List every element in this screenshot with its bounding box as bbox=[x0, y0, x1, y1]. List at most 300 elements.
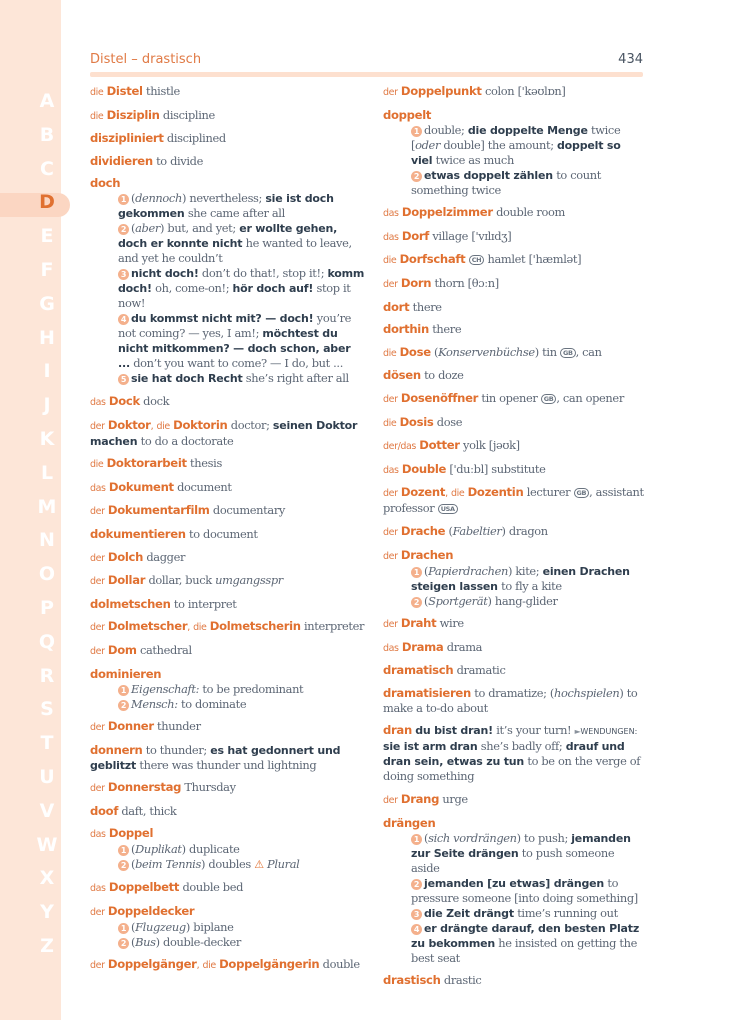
translation: to pressure someone [into doing something] bbox=[411, 875, 638, 905]
entry-draht bbox=[383, 616, 645, 632]
translation: Thursday bbox=[184, 780, 236, 795]
entry-drama bbox=[383, 640, 645, 656]
translation: thunder bbox=[157, 719, 201, 734]
headword: Doktorarbeit bbox=[106, 456, 187, 471]
translation: it’s your turn! bbox=[496, 723, 572, 738]
translation: village bbox=[432, 228, 469, 243]
entry-dominieren bbox=[90, 667, 365, 712]
entry-doktor bbox=[90, 418, 365, 449]
region-gb-icon: GB bbox=[560, 348, 576, 358]
translation: documentary bbox=[212, 503, 286, 518]
translation: she came after all bbox=[187, 206, 285, 221]
headword-feminine: Dozentin bbox=[467, 485, 524, 500]
headword: dividieren bbox=[90, 153, 153, 168]
entry-doesen bbox=[383, 368, 645, 383]
entry-dosenoeffner bbox=[383, 391, 645, 407]
example: er wollte gehen, doch er konnte nicht bbox=[118, 222, 338, 251]
alphabet-letter-i[interactable]: I bbox=[43, 360, 51, 383]
translation: ) to make a to-do about bbox=[383, 685, 638, 715]
sense-number-icon: 2 bbox=[118, 224, 129, 235]
sense-number-icon: 2 bbox=[411, 597, 422, 608]
active-letter-tab bbox=[0, 193, 70, 217]
headword: Double bbox=[401, 461, 447, 476]
alphabet-letter-u[interactable]: U bbox=[39, 766, 55, 788]
entry-dock bbox=[90, 394, 365, 410]
sense-1: 1 (Flugzeug) biplane bbox=[90, 920, 365, 935]
article: der bbox=[383, 795, 398, 807]
entry-doktorarbeit bbox=[90, 456, 365, 472]
headword: Dolch bbox=[107, 549, 144, 564]
entry-distel bbox=[90, 84, 365, 100]
translation: she’s right after all bbox=[245, 371, 349, 386]
translation: discipline bbox=[162, 107, 215, 122]
usage-label: dennoch bbox=[135, 191, 182, 206]
headword: dösen bbox=[383, 368, 421, 383]
article: die bbox=[202, 960, 216, 972]
sense-5 bbox=[90, 371, 365, 386]
translation: , assistant professor bbox=[383, 485, 644, 516]
article: die bbox=[450, 488, 465, 500]
headword: dort bbox=[383, 299, 410, 314]
usage-label: Bus bbox=[135, 934, 156, 949]
translation: disciplined bbox=[166, 131, 226, 146]
alphabet-letter-j[interactable]: J bbox=[43, 394, 51, 417]
example: sie ist arm dran bbox=[383, 740, 478, 754]
pronunciation: [jəʊk] bbox=[488, 438, 520, 453]
translation: double room bbox=[496, 205, 565, 220]
sense-number-icon: 2 bbox=[118, 860, 129, 871]
usage-label: hochspielen bbox=[554, 685, 620, 700]
headword: donnern bbox=[90, 742, 143, 757]
alphabet-letter-x[interactable]: X bbox=[39, 867, 55, 890]
article: der bbox=[90, 645, 105, 657]
example: doppelt so viel bbox=[411, 138, 621, 167]
usage-label: Papierdrachen bbox=[428, 563, 508, 578]
usage-label: Fabeltier bbox=[452, 523, 502, 538]
entry-dollar bbox=[90, 573, 365, 589]
entry-doppelpunkt bbox=[383, 84, 645, 100]
example: die doppelte Menge bbox=[467, 123, 588, 137]
region-ch-icon: CH bbox=[469, 255, 485, 265]
translation: hang-glider bbox=[494, 593, 558, 608]
headword: dran bbox=[383, 723, 412, 738]
entry-doch bbox=[90, 176, 365, 386]
article: das bbox=[383, 464, 399, 476]
article: der bbox=[90, 622, 105, 634]
article: der bbox=[383, 526, 398, 538]
entry-dorf bbox=[383, 229, 645, 245]
headword: Doktor bbox=[107, 417, 151, 432]
sense-number-icon: 1 bbox=[411, 567, 422, 578]
entry-dolmetscher bbox=[90, 619, 365, 635]
example: jemanden [zu etwas] drängen bbox=[424, 876, 605, 890]
sense-2: 2 (Sportgerät) hang-glider bbox=[383, 594, 645, 609]
register-label: umgangsspr bbox=[215, 573, 283, 588]
entry-doppelzimmer bbox=[383, 205, 645, 221]
entry-dotter bbox=[383, 438, 645, 454]
pronunciation: ['duːbl] bbox=[449, 461, 488, 476]
sense-number-icon: 1 bbox=[118, 685, 129, 696]
sense-1: 1 (dennoch) nevertheless; sie ist doch gekommen she came after all bbox=[118, 191, 334, 221]
translation: daft, thick bbox=[121, 803, 177, 818]
entry-dorn bbox=[383, 276, 645, 292]
translation: don’t do that!, stop it!; bbox=[201, 266, 325, 281]
entry-dokumentarfilm bbox=[90, 503, 365, 519]
page-header-title: Distel – drastisch bbox=[90, 52, 202, 67]
entry-dort bbox=[383, 300, 645, 315]
translation: wire bbox=[439, 616, 464, 631]
pronunciation: ['kəʊlɒn] bbox=[517, 84, 566, 98]
translation: hamlet bbox=[487, 252, 526, 267]
headword: Dokument bbox=[108, 479, 174, 494]
article: der/das bbox=[383, 441, 416, 453]
example: sie ist doch gekommen bbox=[118, 192, 334, 221]
headword-feminine: Doppelgängerin bbox=[219, 957, 320, 972]
translation: dramatic bbox=[456, 663, 506, 678]
translation: to be on the verge of doing something bbox=[383, 754, 641, 784]
translation: to dramatize; ( bbox=[474, 685, 555, 700]
sense-number-icon: 4 bbox=[118, 314, 129, 325]
article: der bbox=[90, 722, 105, 734]
headword: drastisch bbox=[383, 973, 441, 988]
alphabet-letter-a[interactable]: A bbox=[39, 90, 55, 112]
example: du kommst nicht mit? — doch! bbox=[131, 312, 314, 326]
translation: there was thunder und lightning bbox=[139, 757, 317, 772]
headword: Dotter bbox=[419, 438, 460, 453]
headword: Dosenöffner bbox=[400, 390, 479, 405]
translation: drama bbox=[446, 639, 483, 654]
headword: Dorfschaft bbox=[399, 252, 466, 267]
usage-label: beim Tennis bbox=[135, 857, 201, 872]
article: der bbox=[90, 960, 105, 972]
region-usa-icon: USA bbox=[438, 504, 458, 514]
sense-2 bbox=[383, 876, 645, 906]
headword: Dokumentarfilm bbox=[107, 503, 210, 518]
entry-dolch bbox=[90, 550, 365, 566]
entry-dividieren bbox=[90, 154, 365, 169]
alphabet-letter-z[interactable]: Z bbox=[40, 935, 54, 957]
headword: Doppelgänger bbox=[107, 957, 197, 972]
translation: to push someone aside bbox=[411, 845, 615, 875]
article: die bbox=[90, 459, 104, 471]
alphabet-letter-t[interactable]: T bbox=[40, 732, 54, 755]
sense-number-icon: 5 bbox=[118, 374, 129, 385]
example: möchtest du nicht mitkommen? — doch schon, aber ... bbox=[118, 327, 351, 371]
entry-dosis bbox=[383, 415, 645, 431]
entry-drastisch bbox=[383, 973, 645, 988]
article: das bbox=[383, 231, 399, 243]
article: der bbox=[90, 552, 105, 564]
article: der bbox=[90, 906, 105, 918]
sense-number-icon: 2 bbox=[118, 938, 129, 949]
usage-label: Eigenschaft: bbox=[131, 681, 200, 696]
alphabet-letter-n[interactable]: N bbox=[39, 529, 55, 552]
translation: interpreter bbox=[304, 619, 365, 634]
header-divider bbox=[90, 72, 643, 77]
translation: , can opener bbox=[556, 390, 624, 405]
arrow-right-icon: ► bbox=[574, 727, 581, 737]
warning-icon: ⚠ bbox=[254, 858, 264, 872]
entry-dose: die Dose (Konservenbüchse) tin GB , can bbox=[383, 344, 602, 359]
translation: oh, come-on!; bbox=[155, 281, 230, 296]
headword: Drachen bbox=[400, 547, 454, 562]
example: einen Drachen steigen lassen bbox=[411, 564, 630, 593]
example: die Zeit drängt bbox=[424, 906, 514, 920]
usage-label: sich vordrängen bbox=[428, 830, 517, 845]
region-gb-icon: GB bbox=[574, 488, 590, 498]
example: nicht doch! bbox=[131, 267, 199, 281]
headword: dokumentieren bbox=[90, 526, 186, 541]
headword: Dollar bbox=[107, 573, 146, 588]
alphabet-letter-q[interactable]: Q bbox=[38, 630, 56, 653]
translation: colon bbox=[484, 84, 515, 98]
translation: document bbox=[177, 479, 232, 494]
headword: Doppelpunkt bbox=[400, 84, 482, 98]
translation: but, and yet; bbox=[167, 221, 236, 236]
headword-feminine: Dolmetscherin bbox=[209, 619, 301, 634]
translation: don’t you want to come? — I do, but ... bbox=[133, 356, 343, 371]
article: der bbox=[383, 87, 398, 98]
alphabet-letter-y[interactable]: Y bbox=[40, 901, 54, 924]
article: der bbox=[383, 619, 398, 631]
entry-doppelt bbox=[383, 108, 645, 198]
headword: Dom bbox=[107, 642, 137, 657]
left-column bbox=[90, 84, 365, 981]
sense-1 bbox=[90, 682, 365, 697]
headword: Distel bbox=[106, 84, 143, 98]
entry-doof bbox=[90, 804, 365, 819]
example: du bist dran! bbox=[415, 724, 493, 738]
translation: to do a doctorate bbox=[140, 433, 234, 448]
translation: twice [ bbox=[411, 122, 621, 152]
entry-dozent bbox=[383, 485, 645, 516]
article: die bbox=[156, 420, 170, 432]
entry-dramatisch bbox=[383, 663, 645, 678]
translation: lecturer bbox=[526, 485, 571, 500]
pronunciation: ['vɪlɪdʒ] bbox=[471, 228, 512, 243]
sense-4 bbox=[383, 921, 645, 966]
separator: , bbox=[187, 622, 190, 634]
article: das bbox=[90, 883, 106, 895]
sense-2 bbox=[90, 697, 365, 712]
translation: double-decker bbox=[163, 934, 241, 949]
sense-number-icon: 4 bbox=[411, 924, 422, 935]
headword: Drama bbox=[401, 639, 444, 654]
entry-donnerstag bbox=[90, 780, 365, 796]
translation: he wanted to leave, and yet he couldn’t bbox=[118, 236, 352, 266]
entry-doppel bbox=[90, 826, 365, 872]
entry-dramatisieren bbox=[383, 686, 645, 716]
entry-draengen bbox=[383, 816, 645, 966]
headword: doof bbox=[90, 803, 119, 818]
example: er drängte darauf, den besten Platz zu bekommen bbox=[411, 921, 640, 950]
headword-feminine: Doktorin bbox=[173, 417, 228, 432]
translation: there bbox=[432, 322, 462, 337]
pronunciation: [θɔːn] bbox=[467, 275, 499, 290]
alphabet-letter-e[interactable]: E bbox=[40, 225, 54, 248]
article: die bbox=[383, 255, 397, 267]
article: der bbox=[383, 550, 398, 562]
translation: thesis bbox=[190, 456, 222, 471]
headword: Dozent bbox=[400, 485, 446, 500]
example: seinen Doktor machen bbox=[90, 418, 358, 448]
entry-dorthin bbox=[383, 322, 645, 337]
translation: you’re not coming? — yes, I am!; bbox=[118, 311, 352, 341]
sense-number-icon: 3 bbox=[118, 269, 129, 280]
sense-1: 1 (sich vordrängen) to push; jemanden zur Seite drängen to push someone aside bbox=[411, 830, 631, 875]
example: komm doch! bbox=[118, 267, 365, 296]
alphabet-letter-o[interactable]: O bbox=[38, 563, 56, 586]
page-number: 434 bbox=[618, 52, 643, 67]
translation: to dominate bbox=[180, 696, 247, 711]
translation: to doze bbox=[424, 368, 464, 383]
sense-number-icon: 2 bbox=[411, 171, 422, 182]
sense-1 bbox=[383, 123, 645, 168]
translation: twice as much bbox=[435, 152, 514, 167]
sense-3 bbox=[90, 266, 365, 311]
entry-doppelgaenger bbox=[90, 957, 365, 973]
article: die bbox=[90, 110, 104, 122]
headword: Drang bbox=[400, 792, 440, 807]
alphabet-letter-k[interactable]: K bbox=[39, 428, 55, 450]
headword: dominieren bbox=[90, 666, 162, 681]
translation: she’s badly off; bbox=[480, 739, 563, 754]
sense-3 bbox=[383, 906, 645, 921]
headword: Draht bbox=[400, 616, 437, 631]
pronunciation: ['hæmlət] bbox=[528, 252, 582, 267]
headword: Dosis bbox=[399, 414, 434, 429]
entry-dom bbox=[90, 643, 365, 659]
alphabet-letter-f[interactable]: F bbox=[40, 259, 54, 281]
article: das bbox=[90, 829, 106, 841]
headword: Donnerstag bbox=[107, 780, 182, 795]
grammar-note: Plural bbox=[267, 857, 300, 872]
translation: stop it now! bbox=[118, 281, 351, 311]
separator: , bbox=[150, 420, 154, 432]
alphabet-letter-w[interactable]: W bbox=[36, 833, 58, 856]
article: das bbox=[90, 396, 106, 408]
entry-doppelbett bbox=[90, 880, 365, 896]
translation: to fly a kite bbox=[501, 578, 562, 593]
entry-double bbox=[383, 462, 645, 478]
headword: Drache bbox=[400, 523, 446, 538]
headword: dolmetschen bbox=[90, 596, 171, 611]
headword: diszipliniert bbox=[90, 131, 164, 146]
headword: dorthin bbox=[383, 322, 429, 337]
translation: kite; bbox=[515, 563, 540, 578]
usage-label: Sportgerät bbox=[428, 593, 488, 608]
entry-drache: der Drache (Fabeltier) dragon bbox=[383, 523, 548, 538]
alphabet-letter-b[interactable]: B bbox=[39, 123, 55, 146]
idioms-label: WENDUNGEN: bbox=[580, 727, 638, 737]
article: der bbox=[383, 488, 398, 500]
translation: doubles bbox=[208, 857, 251, 872]
alphabet-letter-p[interactable]: P bbox=[40, 597, 54, 619]
example: drauf und dran sein, etwas zu tun bbox=[383, 740, 625, 769]
sense-number-icon: 2 bbox=[411, 879, 422, 890]
translation: double bed bbox=[182, 880, 244, 895]
sense-number-icon: 3 bbox=[411, 909, 422, 920]
alphabet-letter-d[interactable]: D bbox=[39, 191, 55, 214]
sense-number-icon: 1 bbox=[411, 126, 422, 137]
translation: biplane bbox=[193, 919, 234, 934]
headword: Donner bbox=[107, 719, 154, 734]
translation: substitute bbox=[491, 461, 546, 476]
translation: urge bbox=[442, 792, 468, 807]
entry-dokument bbox=[90, 480, 365, 496]
translation: to thunder; bbox=[145, 742, 207, 757]
translation: dose bbox=[436, 414, 463, 429]
headword: Dorn bbox=[400, 275, 432, 290]
alphabet-letter-s[interactable]: S bbox=[40, 698, 54, 721]
translation: nevertheless; bbox=[189, 191, 263, 206]
headword: Dose bbox=[399, 344, 431, 359]
headword: Doppelbett bbox=[108, 880, 180, 895]
article: die bbox=[383, 417, 397, 429]
alphabet-letter-m[interactable]: M bbox=[37, 495, 57, 518]
right-column bbox=[383, 84, 645, 996]
usage-label: oder bbox=[415, 137, 441, 152]
alphabet-letter-c[interactable]: C bbox=[40, 157, 54, 180]
example: etwas doppelt zählen bbox=[424, 168, 553, 182]
sense-2: 2 (aber) but, and yet; er wollte gehen, doch er konnte nicht he wanted to leave, and yet he couldn’t bbox=[118, 221, 352, 266]
translation: dock bbox=[143, 393, 170, 408]
translation: , can bbox=[575, 344, 602, 359]
article: der bbox=[383, 278, 398, 290]
entry-diszipliniert bbox=[90, 131, 365, 146]
alphabet-letter-l[interactable]: L bbox=[40, 461, 54, 484]
translation: to count something twice bbox=[411, 167, 601, 197]
alphabet-letter-h[interactable]: H bbox=[39, 326, 55, 349]
sense-4 bbox=[90, 311, 365, 371]
entry-donnern bbox=[90, 743, 365, 773]
sense-number-icon: 1 bbox=[118, 923, 129, 934]
entry-dran bbox=[383, 723, 645, 784]
translation: there bbox=[412, 299, 442, 314]
article: die bbox=[383, 347, 397, 359]
alphabet-letter-r[interactable]: R bbox=[39, 664, 55, 687]
entry-dorfschaft bbox=[383, 252, 645, 268]
article: das bbox=[90, 482, 106, 494]
headword: Doppeldecker bbox=[107, 903, 195, 918]
headword: doch bbox=[90, 176, 121, 191]
entry-disziplin bbox=[90, 108, 365, 124]
article: das bbox=[383, 208, 399, 220]
headword: Doppel bbox=[108, 826, 154, 841]
translation: dollar, buck bbox=[148, 573, 212, 588]
translation: duplicate bbox=[189, 842, 240, 857]
headword: Disziplin bbox=[106, 107, 160, 122]
entry-dokumentieren bbox=[90, 527, 365, 542]
article: die bbox=[193, 622, 207, 634]
separator: , bbox=[445, 488, 448, 500]
headword: dramatisieren bbox=[383, 685, 471, 700]
translation: to be predominant bbox=[202, 681, 304, 696]
sense-number-icon: 2 bbox=[118, 700, 129, 711]
article: der bbox=[90, 506, 105, 518]
headword: Dock bbox=[108, 393, 140, 408]
alphabet-letter-g[interactable]: G bbox=[39, 292, 55, 315]
usage-label: Konservenbüchse bbox=[438, 344, 535, 359]
usage-label: Duplikat bbox=[135, 842, 182, 857]
alphabet-letter-v[interactable]: V bbox=[39, 799, 55, 822]
usage-label: aber bbox=[135, 221, 160, 236]
headword: Dolmetscher bbox=[107, 619, 188, 634]
article: das bbox=[383, 642, 399, 654]
example: jemanden zur Seite drängen bbox=[411, 831, 631, 860]
entry-drachen bbox=[383, 548, 645, 609]
usage-label: Flugzeug bbox=[135, 919, 186, 934]
